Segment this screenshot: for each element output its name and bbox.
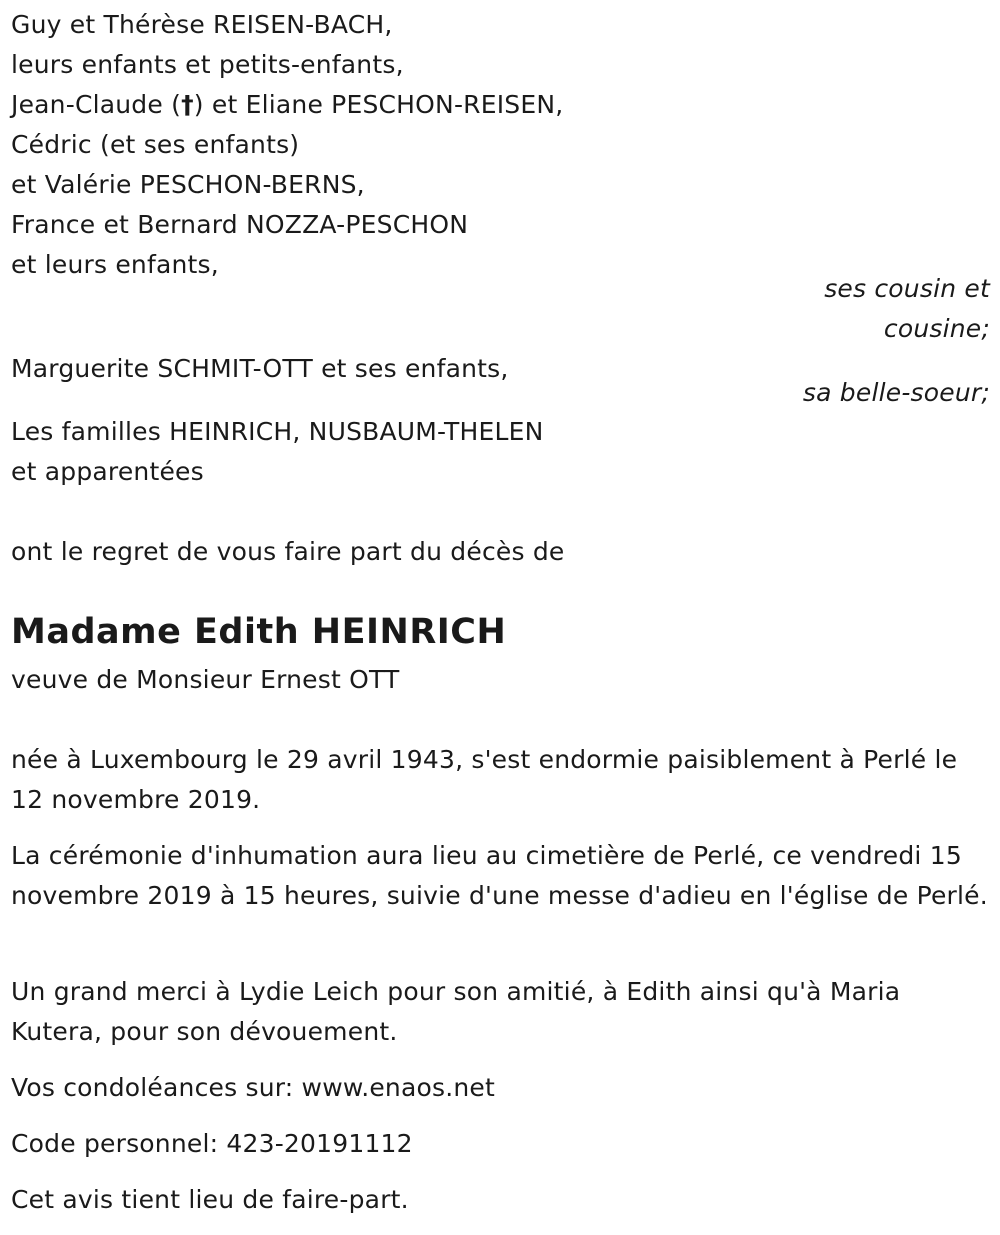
cross-icon: † (181, 90, 194, 119)
family-line-5: et Valérie PESCHON-BERNS, (11, 170, 365, 199)
family-line-3-after: ) et Eliane PESCHON-REISEN, (193, 90, 564, 119)
deceased-subtitle: veuve de Monsieur Ernest OTT (11, 665, 400, 694)
family-line-9: Les familles HEINRICH, NUSBAUM-THELEN (11, 417, 544, 446)
family-line-6: France et Bernard NOZZA-PESCHON (11, 210, 469, 239)
family-line-7: et leurs enfants, (11, 250, 219, 279)
deceased-name: Madame Edith HEINRICH (11, 612, 507, 652)
relation-cousins-line-1: ses cousin et (824, 274, 990, 303)
family-line-2: leurs enfants et petits-enfants, (11, 50, 404, 79)
birth-death-paragraph: née à Luxembourg le 29 avril 1943, s'est endormie paisiblement à Perlé le 12 novembre 2019. (11, 745, 958, 814)
family-line-4: Cédric (et ses enfants) (11, 130, 300, 159)
notice-line: Cet avis tient lieu de faire-part. (11, 1185, 409, 1214)
thanks-paragraph: Un grand merci à Lydie Leich pour son amitié, à Edith ainsi qu'à Maria Kutera, pour son dévouement. (11, 977, 901, 1046)
family-line-3-before: Jean-Claude ( (11, 90, 182, 119)
ceremony-paragraph: La cérémonie d'inhumation aura lieu au cimetière de Perlé, ce vendredi 15 novembre 2019 à 15 heures, suivie d'une messe d'adieu en l'église de Perlé. (11, 841, 988, 910)
family-line-3 (11, 85, 563, 125)
relation-sister-in-law: sa belle-soeur; (802, 378, 990, 407)
family-line-8: Marguerite SCHMIT-OTT et ses enfants, (11, 354, 509, 383)
family-line-10: et apparentées (11, 457, 204, 486)
announcement: ont le regret de vous faire part du décès de (11, 537, 565, 566)
family-line-1: Guy et Thérèse REISEN-BACH, (11, 10, 393, 39)
relation-cousins-line-2: cousine; (883, 314, 990, 343)
condolences-line: Vos condoléances sur: www.enaos.net (11, 1073, 495, 1102)
personal-code-line: Code personnel: 423-20191112 (11, 1129, 413, 1158)
